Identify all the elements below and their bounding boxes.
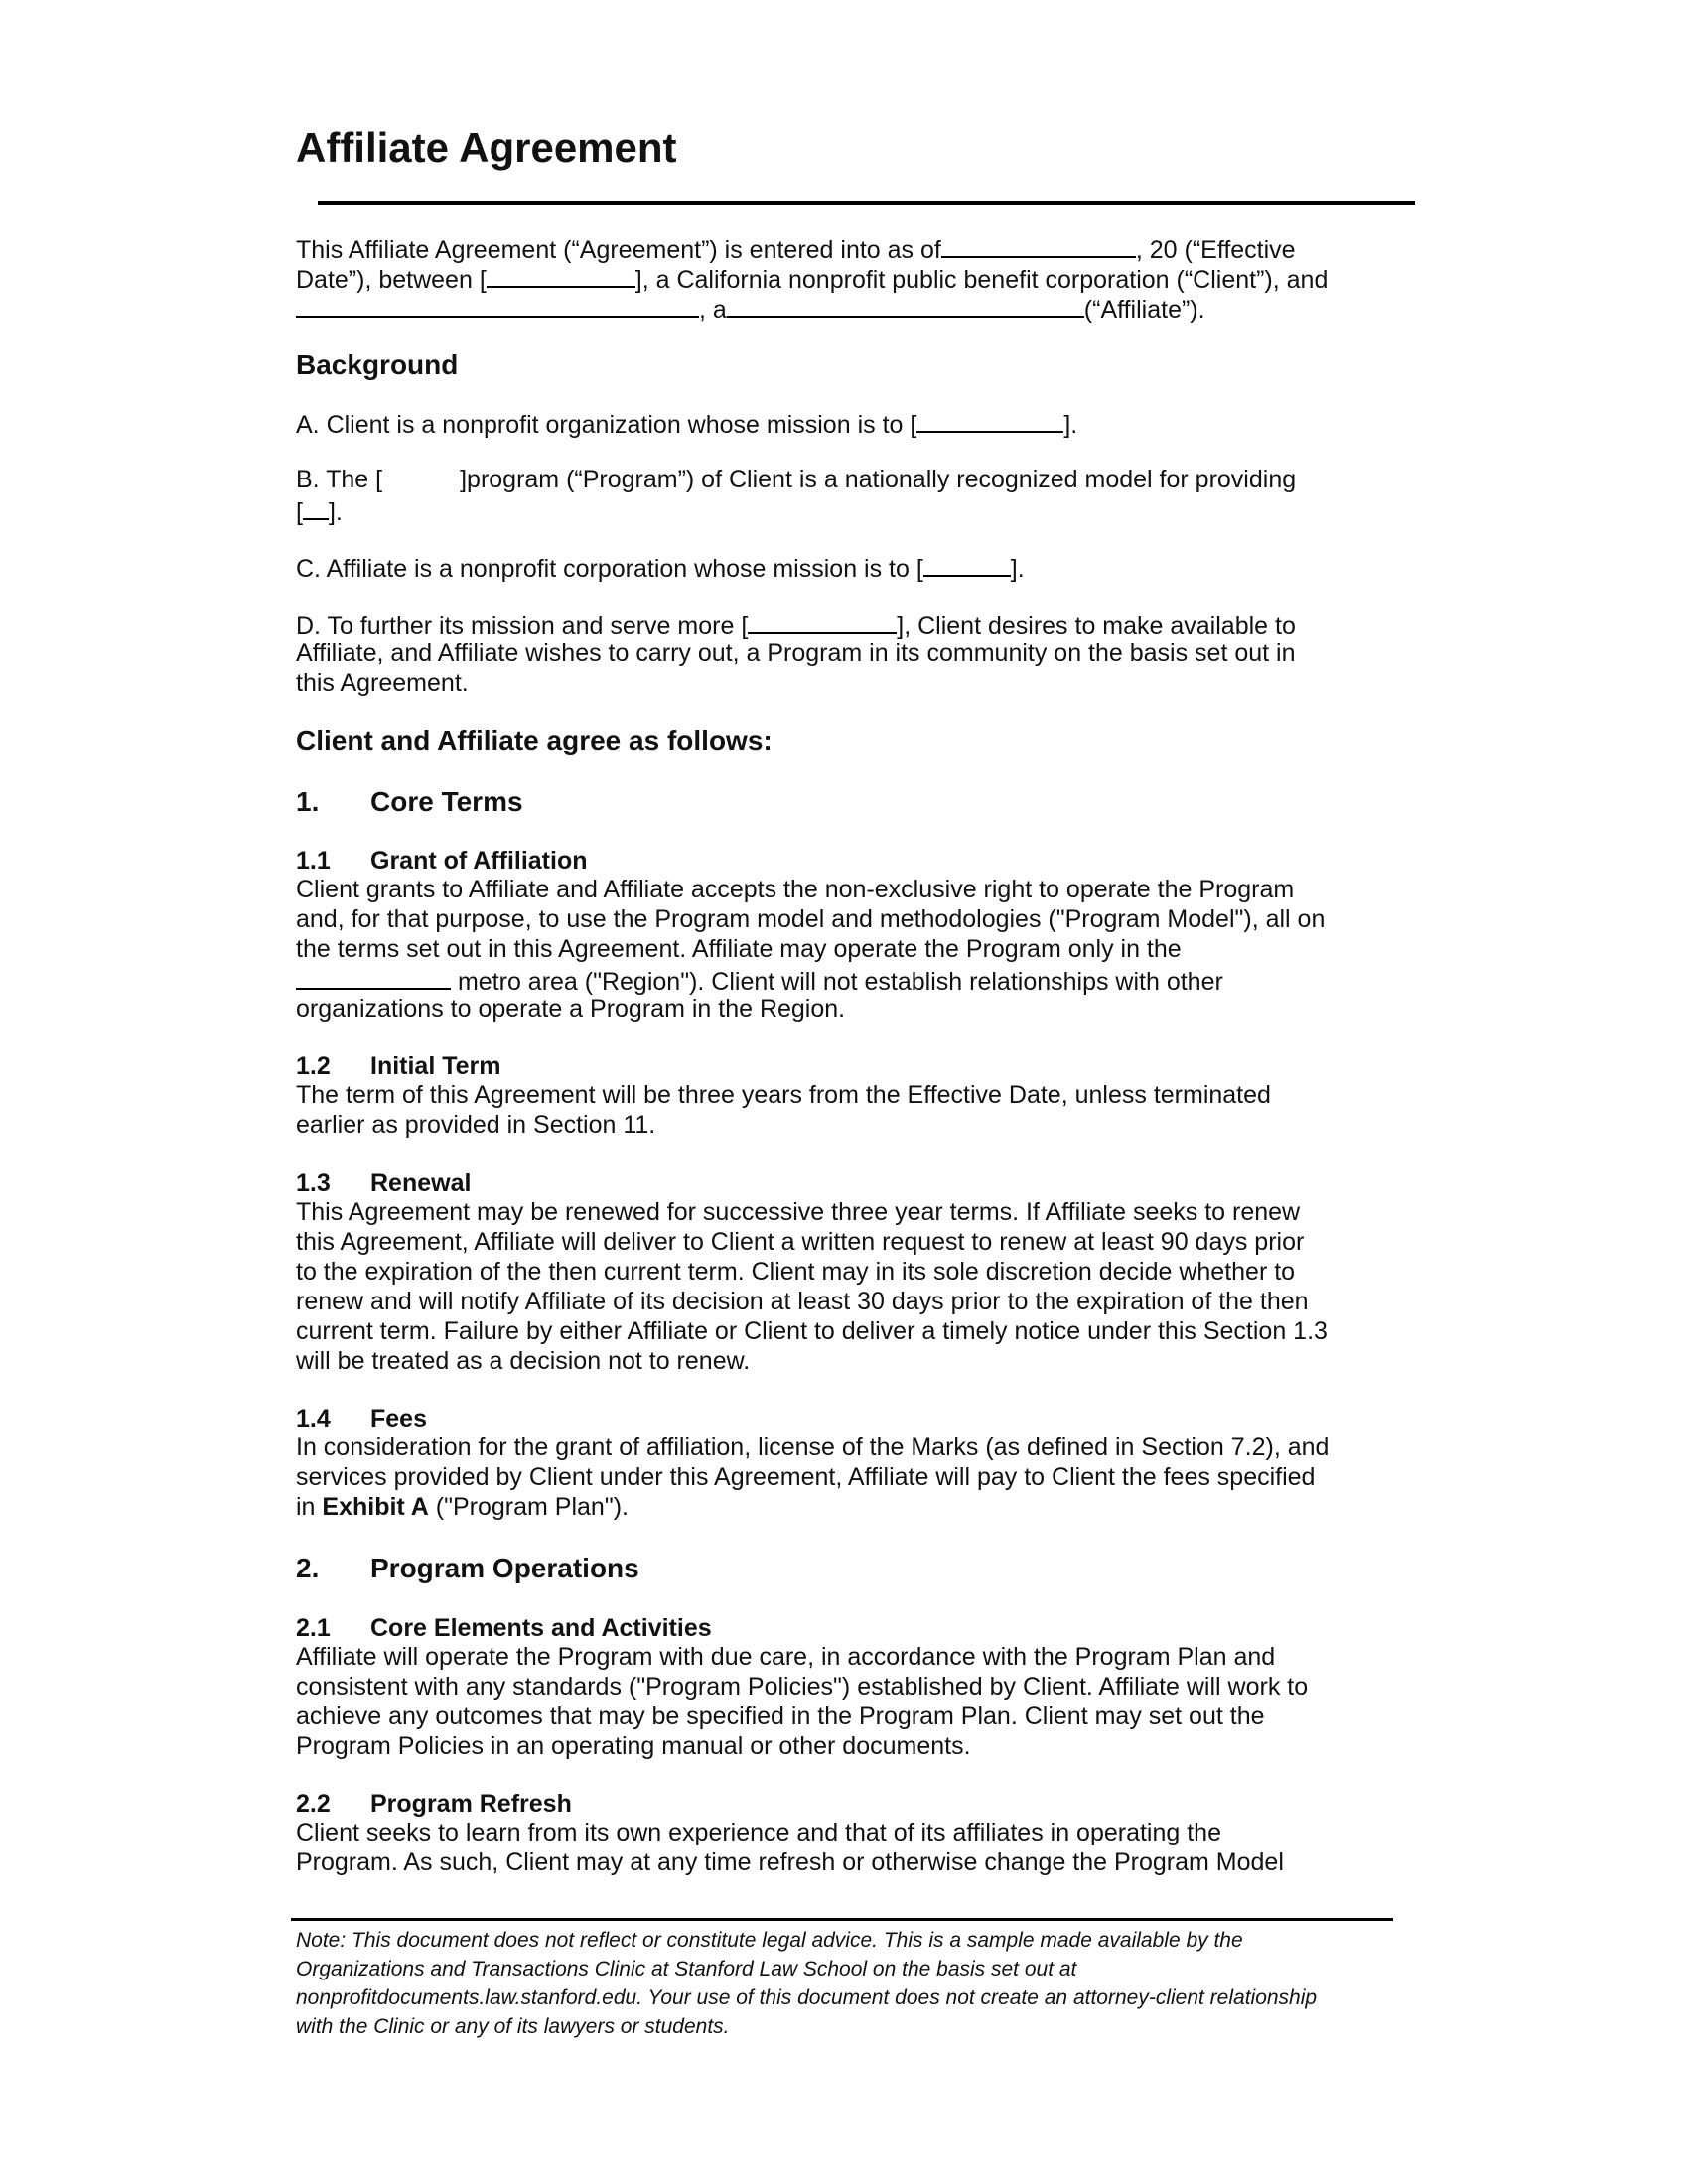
paragraph-line: The term of this Agreement will be three years from the Effective Date, unless terminated <box>296 1081 1271 1109</box>
intro-text: , a <box>699 296 727 324</box>
paragraph-line <box>296 1492 629 1522</box>
paragraph-line: earlier as provided in Section 11. <box>296 1111 656 1139</box>
recital-c <box>296 551 1025 584</box>
footer-note <box>296 1926 1398 2041</box>
intro-line-1 <box>296 232 1296 265</box>
paragraph-line <box>296 964 1223 997</box>
recital-text: ]. <box>1063 411 1078 439</box>
intro-line-2 <box>296 262 1328 295</box>
paragraph-line: Program Policies in an operating manual or other documents. <box>296 1732 971 1760</box>
footer-line: Note: This document does not reflect or constitute legal advice. This is a sample made available by the <box>296 1929 1243 1952</box>
recital-text: ]. <box>328 498 343 526</box>
intro-text: This Affiliate Agreement (“Agreement”) is entered into as of <box>296 236 941 264</box>
recital-d-line-2: Affiliate, and Affiliate wishes to carry out, a Program in its community on the basis set out in <box>296 639 1296 667</box>
metro-area-blank <box>296 964 451 990</box>
subsection-number: 1.3 <box>296 1169 331 1197</box>
paragraph-line: Program. As such, Client may at any time refresh or otherwise change the Program Model <box>296 1848 1284 1876</box>
paragraph-line: Client grants to Affiliate and Affiliate accepts the non-exclusive right to operate the Program <box>296 876 1295 903</box>
paragraph-text: in <box>296 1493 323 1521</box>
section-number: 2. <box>296 1553 320 1583</box>
intro-text: ], a California nonprofit public benefit corporation (“Client”), and <box>634 266 1329 294</box>
recital-text: C. Affiliate is a nonprofit corporation whose mission is to [ <box>296 555 923 583</box>
subsection-title: Grant of Affiliation <box>370 847 588 875</box>
background-heading: Background <box>296 349 459 380</box>
subsection-number: 1.2 <box>296 1052 331 1080</box>
intro-text: (“Affiliate”). <box>1083 296 1205 324</box>
subsection-number: 2.1 <box>296 1614 331 1642</box>
paragraph-text: metro area ("Region"). Client will not establish relationships with other <box>451 968 1223 996</box>
subsection-title: Program Refresh <box>370 1790 572 1818</box>
intro-text: Date”), between [ <box>296 266 487 294</box>
recital-text: ], Client desires to make available to <box>897 613 1296 640</box>
paragraph-line: This Agreement may be renewed for successive three year terms. If Affiliate seeks to renew <box>296 1198 1301 1226</box>
subsection-1-4-heading <box>296 1404 427 1433</box>
paragraph-line: this Agreement, Affiliate will deliver to Client a written request to renew at least 90 days prior <box>296 1228 1305 1256</box>
footer-line: nonprofitdocuments.law.stanford.edu. Your use of this document does not create an attorney-client relationship <box>296 1986 1318 2009</box>
section-number: 1. <box>296 786 320 817</box>
paragraph-text: ("Program Plan"). <box>428 1493 629 1521</box>
document-title: Affiliate Agreement <box>296 124 677 171</box>
subsection-title: Fees <box>370 1405 427 1433</box>
subsection-title: Core Elements and Activities <box>370 1614 712 1642</box>
exhibit-reference: Exhibit A <box>322 1493 429 1521</box>
paragraph-line: Affiliate will operate the Program with due care, in accordance with the Program Plan and <box>296 1643 1276 1671</box>
services-blank <box>303 494 329 520</box>
recital-d-line-3: this Agreement. <box>296 669 469 697</box>
footer-line: Organizations and Transactions Clinic at Stanford Law School on the basis set out at <box>296 1958 1077 1980</box>
intro-text: , 20 (“Effective <box>1135 236 1296 264</box>
recital-b-cont <box>296 494 343 527</box>
agree-heading: Client and Affiliate agree as follows: <box>296 725 773 755</box>
paragraph-line: consistent with any standards ("Program Policies") established by Client. Affiliate will work to <box>296 1673 1309 1701</box>
recital-text: B. The [ <box>296 466 383 493</box>
section-1-heading <box>296 784 523 820</box>
paragraph-line: services provided by Client under this Agreement, Affiliate will pay to Client the fees specified <box>296 1463 1316 1491</box>
client-name-blank <box>487 262 635 288</box>
subsection-title: Initial Term <box>370 1052 501 1080</box>
paragraph-line: to the expiration of the then current term. Client may in its sole discretion decide whether to <box>296 1258 1296 1286</box>
mission-blank <box>916 407 1063 433</box>
affiliate-type-blank <box>727 292 1084 318</box>
paragraph-line: the terms set out in this Agreement. Affiliate may operate the Program only in the <box>296 935 1182 963</box>
section-2-heading <box>296 1551 639 1586</box>
subsection-number: 1.1 <box>296 847 331 875</box>
paragraph-line: In consideration for the grant of affiliation, license of the Marks (as defined in Section 7.2), and <box>296 1433 1330 1461</box>
recital-text: [ <box>296 498 303 526</box>
subsection-1-1-heading <box>296 846 588 876</box>
paragraph-line: will be treated as a decision not to renew. <box>296 1347 751 1375</box>
recital-text: ]. <box>1010 555 1025 583</box>
date-blank <box>941 232 1136 258</box>
subsection-number: 1.4 <box>296 1405 331 1433</box>
subsection-2-1-heading <box>296 1613 712 1643</box>
subsection-1-2-heading <box>296 1051 501 1081</box>
recital-a <box>296 407 1077 440</box>
title-divider <box>318 201 1415 205</box>
section-title: Core Terms <box>370 786 523 817</box>
affiliate-name-blank <box>296 292 699 318</box>
subsection-2-2-heading <box>296 1789 572 1819</box>
paragraph-line: renew and will notify Affiliate of its decision at least 30 days prior to the expiration of the then <box>296 1288 1309 1315</box>
recital-text: A. Client is a nonprofit organization whose mission is to [ <box>296 411 917 439</box>
intro-line-3 <box>296 292 1205 325</box>
paragraph-line: current term. Failure by either Affiliate or Client to deliver a timely notice under this Section 1.3 <box>296 1317 1328 1345</box>
subsection-title: Renewal <box>370 1169 472 1197</box>
footer-divider <box>291 1918 1393 1921</box>
paragraph-line: Client seeks to learn from its own experience and that of its affiliates in operating the <box>296 1819 1221 1846</box>
section-title: Program Operations <box>370 1553 639 1583</box>
paragraph-line: organizations to operate a Program in the Region. <box>296 995 846 1023</box>
paragraph-line: achieve any outcomes that may be specified in the Program Plan. Client may set out the <box>296 1703 1265 1730</box>
recital-b <box>296 465 1296 494</box>
subsection-number: 2.2 <box>296 1790 331 1818</box>
recital-d <box>296 609 1296 641</box>
recital-text: ]program (“Program”) of Client is a nationally recognized model for providing <box>460 466 1297 493</box>
paragraph-line: and, for that purpose, to use the Program model and methodologies ("Program Model"), all on <box>296 905 1326 933</box>
recital-text: D. To further its mission and serve more [ <box>296 613 749 640</box>
footer-line: with the Clinic or any of its lawyers or students. <box>296 2015 730 2038</box>
population-blank <box>748 609 897 634</box>
affiliate-mission-blank <box>923 551 1011 577</box>
subsection-1-3-heading <box>296 1168 471 1198</box>
